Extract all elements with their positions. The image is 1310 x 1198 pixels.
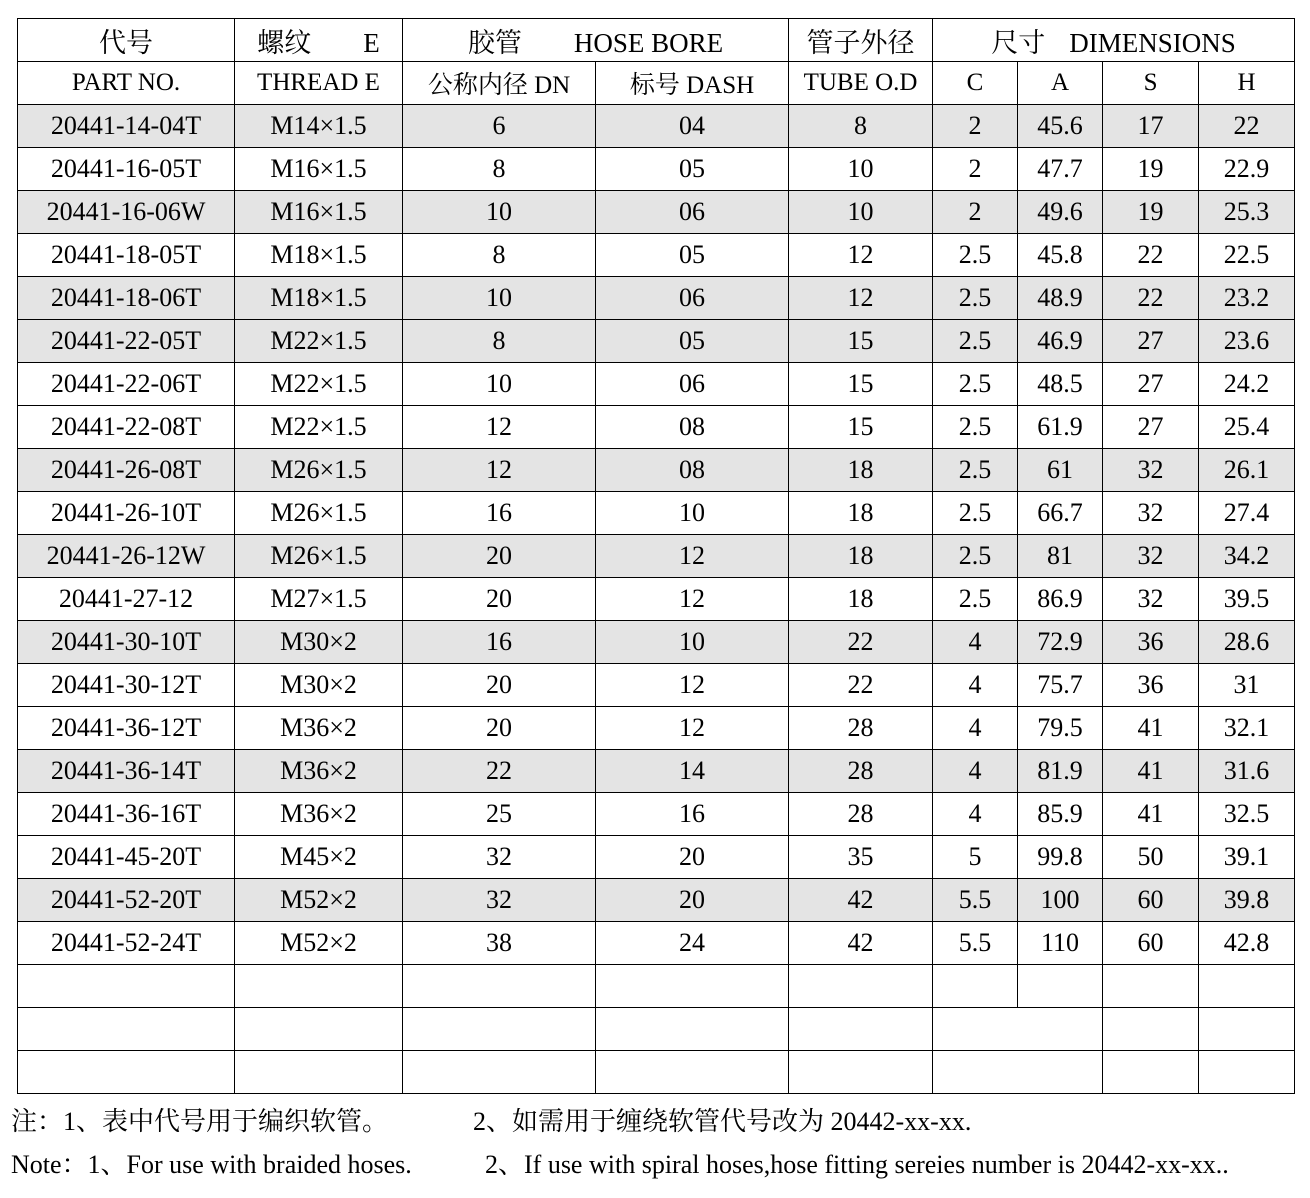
empty-row (18, 1051, 1295, 1094)
empty-cell (1103, 1051, 1199, 1094)
cell-dn: 20 (403, 707, 596, 750)
table-row (18, 492, 1295, 535)
cell-part-no: 20441-36-14T (18, 750, 235, 793)
cell-tube-od: 35 (789, 836, 933, 879)
cell-dash: 08 (596, 449, 789, 492)
cell-part-no: 20441-52-24T (18, 922, 235, 965)
cell-dim-a: 49.6 (1018, 191, 1103, 234)
cell-part-no: 20441-16-05T (18, 148, 235, 191)
cell-dim-s: 22 (1103, 234, 1199, 277)
notes-cn (11, 1101, 972, 1138)
cell-thread: M30×2 (235, 621, 403, 664)
table-row (18, 449, 1295, 492)
cell-dim-c: 2.5 (933, 406, 1018, 449)
cell-dim-h: 42.8 (1199, 922, 1295, 965)
cell-dash: 12 (596, 578, 789, 621)
cell-dash: 12 (596, 664, 789, 707)
cell-thread: M27×1.5 (235, 578, 403, 621)
cell-dim-s: 41 (1103, 750, 1199, 793)
cell-dim-a: 48.9 (1018, 277, 1103, 320)
cell-thread: M26×1.5 (235, 492, 403, 535)
table-row (18, 105, 1295, 148)
cell-dim-h: 23.6 (1199, 320, 1295, 363)
header-row-2 (18, 62, 1295, 105)
cell-dim-c: 2.5 (933, 363, 1018, 406)
thread-cn-label: 螺纹 (257, 27, 312, 58)
cell-part-no: 20441-26-12W (18, 535, 235, 578)
cell-part-no: 20441-22-06T (18, 363, 235, 406)
header-part-no: PART NO. (18, 62, 235, 105)
cell-dim-c: 4 (933, 621, 1018, 664)
cell-dim-h: 39.5 (1199, 578, 1295, 621)
cell-dim-c: 2.5 (933, 234, 1018, 277)
cell-tube-od: 28 (789, 750, 933, 793)
cell-dim-c: 5 (933, 836, 1018, 879)
cell-dn: 8 (403, 320, 596, 363)
empty-cell (1199, 1051, 1295, 1094)
cell-dn: 20 (403, 664, 596, 707)
cell-dash: 06 (596, 363, 789, 406)
cell-part-no: 20441-22-05T (18, 320, 235, 363)
cell-dim-s: 50 (1103, 836, 1199, 879)
cell-dash: 12 (596, 707, 789, 750)
table-row (18, 277, 1295, 320)
empty-cell (18, 965, 235, 1008)
hose-cn-label: 胶管 (467, 27, 522, 58)
cell-tube-od: 15 (789, 320, 933, 363)
cell-dim-h: 39.8 (1199, 879, 1295, 922)
cell-dash: 12 (596, 535, 789, 578)
cell-tube-od: 28 (789, 793, 933, 836)
header-dash: 标号 DASH (596, 62, 789, 105)
cell-tube-od: 22 (789, 664, 933, 707)
cell-dn: 12 (403, 449, 596, 492)
cell-tube-od: 18 (789, 578, 933, 621)
dim-en-label: DIMENSIONS (1069, 27, 1236, 58)
note-en-2: 2、If use with spiral hoses,hose fitting sereies number is 20442-xx-xx.. (485, 1150, 1229, 1179)
cell-dash: 20 (596, 879, 789, 922)
note-cn-1: 注：1、表中代号用于编织软管。 (11, 1107, 389, 1136)
empty-cell (933, 1051, 1103, 1094)
empty-cell (18, 1051, 235, 1094)
cell-dn: 22 (403, 750, 596, 793)
cell-dim-h: 32.5 (1199, 793, 1295, 836)
cell-part-no: 20441-45-20T (18, 836, 235, 879)
cell-dim-s: 32 (1103, 578, 1199, 621)
empty-cell (403, 1051, 596, 1094)
empty-cell (235, 1008, 403, 1051)
dim-cn-label: 尺寸 (991, 27, 1046, 58)
cell-dn: 32 (403, 879, 596, 922)
table-row (18, 793, 1295, 836)
cell-dim-h: 31.6 (1199, 750, 1295, 793)
cell-dash: 16 (596, 793, 789, 836)
cell-dim-c: 4 (933, 750, 1018, 793)
cell-dash: 05 (596, 148, 789, 191)
cell-dn: 8 (403, 234, 596, 277)
cell-thread: M18×1.5 (235, 277, 403, 320)
table-row (18, 578, 1295, 621)
cell-thread: M36×2 (235, 707, 403, 750)
cell-dim-h: 24.2 (1199, 363, 1295, 406)
cell-thread: M45×2 (235, 836, 403, 879)
header-hose-bore (403, 19, 789, 62)
cell-part-no: 20441-36-12T (18, 707, 235, 750)
empty-cell (1199, 965, 1295, 1008)
cell-tube-od: 15 (789, 363, 933, 406)
cell-dim-a: 86.9 (1018, 578, 1103, 621)
note-cn-2: 2、如需用于缠绕软管代号改为 20442-xx-xx. (473, 1107, 972, 1136)
cell-part-no: 20441-30-12T (18, 664, 235, 707)
cell-tube-od: 42 (789, 922, 933, 965)
cell-dim-h: 25.4 (1199, 406, 1295, 449)
cell-part-no: 20441-18-06T (18, 277, 235, 320)
cell-tube-od: 28 (789, 707, 933, 750)
cell-dim-h: 25.3 (1199, 191, 1295, 234)
cell-dim-h: 34.2 (1199, 535, 1295, 578)
header-row-1 (18, 19, 1295, 62)
cell-dn: 16 (403, 621, 596, 664)
cell-dim-h: 28.6 (1199, 621, 1295, 664)
cell-dim-s: 36 (1103, 621, 1199, 664)
cell-dim-h: 31 (1199, 664, 1295, 707)
cell-dim-c: 4 (933, 707, 1018, 750)
header-a: A (1018, 62, 1103, 105)
cell-dim-a: 81.9 (1018, 750, 1103, 793)
cell-dim-a: 100 (1018, 879, 1103, 922)
cell-dn: 8 (403, 148, 596, 191)
cell-dim-s: 41 (1103, 793, 1199, 836)
empty-cell (933, 1008, 1103, 1051)
cell-dn: 12 (403, 406, 596, 449)
cell-tube-od: 8 (789, 105, 933, 148)
cell-dn: 10 (403, 363, 596, 406)
cell-dn: 16 (403, 492, 596, 535)
cell-dash: 06 (596, 191, 789, 234)
table-row (18, 707, 1295, 750)
table-body (18, 19, 1295, 1094)
cell-part-no: 20441-36-16T (18, 793, 235, 836)
empty-cell (235, 1051, 403, 1094)
cell-dim-h: 39.1 (1199, 836, 1295, 879)
cell-thread: M14×1.5 (235, 105, 403, 148)
cell-dn: 10 (403, 191, 596, 234)
header-tube-od: TUBE O.D (789, 62, 933, 105)
table-row (18, 320, 1295, 363)
empty-row (18, 1008, 1295, 1051)
cell-dn: 6 (403, 105, 596, 148)
cell-tube-od: 12 (789, 277, 933, 320)
cell-thread: M22×1.5 (235, 363, 403, 406)
cell-dim-a: 61 (1018, 449, 1103, 492)
cell-tube-od: 18 (789, 535, 933, 578)
cell-thread: M26×1.5 (235, 449, 403, 492)
cell-dash: 14 (596, 750, 789, 793)
cell-tube-od: 15 (789, 406, 933, 449)
cell-dim-c: 5.5 (933, 922, 1018, 965)
cell-dim-a: 45.6 (1018, 105, 1103, 148)
cell-dim-a: 99.8 (1018, 836, 1103, 879)
empty-row (18, 965, 1295, 1008)
header-c: C (933, 62, 1018, 105)
cell-thread: M22×1.5 (235, 406, 403, 449)
empty-cell (596, 965, 789, 1008)
header-dimensions (933, 19, 1295, 62)
table-row (18, 664, 1295, 707)
cell-dim-s: 32 (1103, 492, 1199, 535)
empty-cell (18, 1008, 235, 1051)
cell-dim-c: 2.5 (933, 578, 1018, 621)
cell-dn: 20 (403, 535, 596, 578)
thread-e-label: E (363, 27, 380, 58)
cell-dim-s: 41 (1103, 707, 1199, 750)
cell-part-no: 20441-26-08T (18, 449, 235, 492)
cell-tube-od: 18 (789, 449, 933, 492)
header-tube-cn: 管子外径 (789, 19, 933, 62)
cell-dim-c: 2.5 (933, 535, 1018, 578)
cell-dim-s: 60 (1103, 922, 1199, 965)
cell-part-no: 20441-14-04T (18, 105, 235, 148)
empty-cell (789, 1008, 933, 1051)
table-row (18, 621, 1295, 664)
cell-tube-od: 10 (789, 191, 933, 234)
cell-tube-od: 18 (789, 492, 933, 535)
empty-cell (596, 1051, 789, 1094)
table-row (18, 363, 1295, 406)
empty-cell (1018, 965, 1103, 1008)
cell-dim-h: 22.9 (1199, 148, 1295, 191)
cell-thread: M52×2 (235, 879, 403, 922)
cell-dim-c: 2.5 (933, 277, 1018, 320)
cell-dim-c: 2.5 (933, 449, 1018, 492)
cell-dash: 08 (596, 406, 789, 449)
cell-dim-a: 72.9 (1018, 621, 1103, 664)
table-row (18, 234, 1295, 277)
cell-dim-s: 19 (1103, 191, 1199, 234)
cell-dim-c: 2 (933, 191, 1018, 234)
cell-dim-a: 48.5 (1018, 363, 1103, 406)
cell-tube-od: 22 (789, 621, 933, 664)
cell-dim-a: 66.7 (1018, 492, 1103, 535)
header-s: S (1103, 62, 1199, 105)
cell-dim-s: 32 (1103, 449, 1199, 492)
cell-dim-a: 61.9 (1018, 406, 1103, 449)
cell-thread: M22×1.5 (235, 320, 403, 363)
cell-dim-c: 4 (933, 664, 1018, 707)
cell-dim-s: 22 (1103, 277, 1199, 320)
cell-dim-s: 32 (1103, 535, 1199, 578)
cell-dim-c: 2 (933, 148, 1018, 191)
table-row (18, 922, 1295, 965)
header-thread-cn (235, 19, 403, 62)
cell-dim-h: 22.5 (1199, 234, 1295, 277)
note-en-1: Note：1、For use with braided hoses. (11, 1150, 412, 1179)
cell-dim-s: 60 (1103, 879, 1199, 922)
cell-dash: 04 (596, 105, 789, 148)
cell-dim-a: 75.7 (1018, 664, 1103, 707)
cell-dim-h: 23.2 (1199, 277, 1295, 320)
cell-dim-h: 32.1 (1199, 707, 1295, 750)
cell-dash: 20 (596, 836, 789, 879)
notes-en (11, 1144, 1229, 1181)
cell-dn: 25 (403, 793, 596, 836)
cell-dim-a: 47.7 (1018, 148, 1103, 191)
empty-cell (1199, 1008, 1295, 1051)
cell-thread: M26×1.5 (235, 535, 403, 578)
cell-thread: M36×2 (235, 750, 403, 793)
cell-dash: 05 (596, 234, 789, 277)
header-thread-en: THREAD E (235, 62, 403, 105)
cell-dim-c: 2.5 (933, 320, 1018, 363)
cell-part-no: 20441-26-10T (18, 492, 235, 535)
cell-thread: M16×1.5 (235, 191, 403, 234)
cell-thread: M18×1.5 (235, 234, 403, 277)
cell-dim-a: 79.5 (1018, 707, 1103, 750)
cell-dn: 38 (403, 922, 596, 965)
table-row (18, 406, 1295, 449)
cell-dash: 10 (596, 492, 789, 535)
table-row (18, 191, 1295, 234)
cell-dim-h: 22 (1199, 105, 1295, 148)
cell-dn: 20 (403, 578, 596, 621)
empty-cell (1103, 1008, 1199, 1051)
cell-part-no: 20441-22-08T (18, 406, 235, 449)
cell-thread: M36×2 (235, 793, 403, 836)
header-h: H (1199, 62, 1295, 105)
cell-part-no: 20441-52-20T (18, 879, 235, 922)
cell-dim-s: 36 (1103, 664, 1199, 707)
cell-thread: M16×1.5 (235, 148, 403, 191)
header-dn: 公称内径 DN (403, 62, 596, 105)
cell-dim-s: 27 (1103, 363, 1199, 406)
cell-dim-a: 85.9 (1018, 793, 1103, 836)
cell-dim-c: 2 (933, 105, 1018, 148)
spec-table (17, 18, 1295, 1094)
table-row (18, 535, 1295, 578)
cell-tube-od: 42 (789, 879, 933, 922)
empty-cell (789, 965, 933, 1008)
table-row (18, 750, 1295, 793)
empty-cell (596, 1008, 789, 1051)
cell-dim-a: 45.8 (1018, 234, 1103, 277)
cell-dash: 10 (596, 621, 789, 664)
cell-dim-a: 81 (1018, 535, 1103, 578)
cell-part-no: 20441-27-12 (18, 578, 235, 621)
cell-dim-c: 2.5 (933, 492, 1018, 535)
empty-cell (933, 965, 1018, 1008)
cell-dim-h: 27.4 (1199, 492, 1295, 535)
cell-part-no: 20441-16-06W (18, 191, 235, 234)
header-code-cn: 代号 (18, 19, 235, 62)
cell-dim-c: 4 (933, 793, 1018, 836)
cell-thread: M52×2 (235, 922, 403, 965)
cell-dim-a: 46.9 (1018, 320, 1103, 363)
cell-dim-h: 26.1 (1199, 449, 1295, 492)
table-row (18, 879, 1295, 922)
empty-cell (403, 965, 596, 1008)
empty-cell (1103, 965, 1199, 1008)
cell-dash: 05 (596, 320, 789, 363)
empty-cell (403, 1008, 596, 1051)
cell-dim-s: 27 (1103, 406, 1199, 449)
cell-part-no: 20441-18-05T (18, 234, 235, 277)
cell-dash: 24 (596, 922, 789, 965)
cell-dim-c: 5.5 (933, 879, 1018, 922)
empty-cell (235, 965, 403, 1008)
empty-cell (789, 1051, 933, 1094)
cell-dn: 10 (403, 277, 596, 320)
cell-dim-s: 17 (1103, 105, 1199, 148)
cell-dash: 06 (596, 277, 789, 320)
cell-dim-s: 19 (1103, 148, 1199, 191)
table-row (18, 836, 1295, 879)
cell-dim-a: 110 (1018, 922, 1103, 965)
cell-part-no: 20441-30-10T (18, 621, 235, 664)
hose-en-label: HOSE BORE (573, 27, 724, 58)
table-row (18, 148, 1295, 191)
cell-thread: M30×2 (235, 664, 403, 707)
cell-tube-od: 10 (789, 148, 933, 191)
cell-dn: 32 (403, 836, 596, 879)
cell-dim-s: 27 (1103, 320, 1199, 363)
cell-tube-od: 12 (789, 234, 933, 277)
